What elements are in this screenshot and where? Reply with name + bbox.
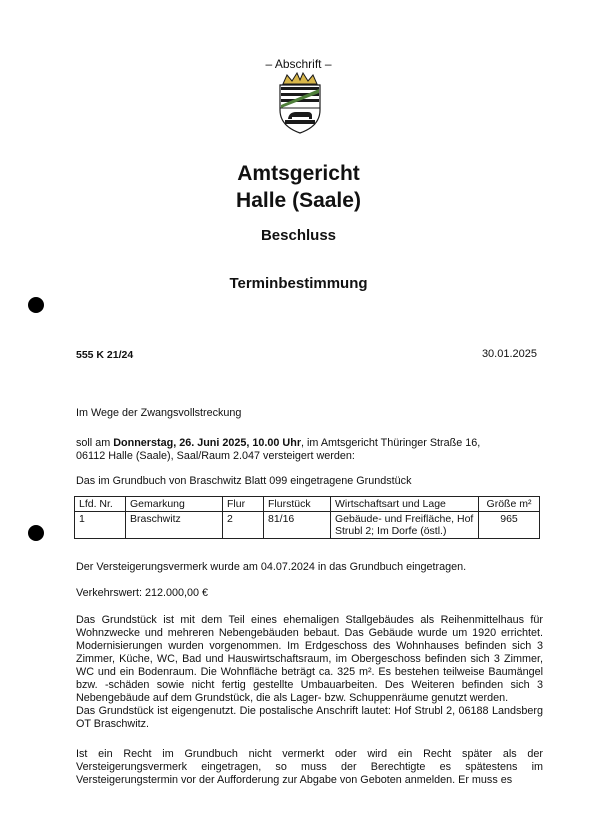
auction-location: , im Amtsgericht Thüringer Straße 16,: [301, 437, 481, 449]
property-description: [76, 614, 543, 731]
column-header: Größe m²: [479, 497, 540, 512]
document-subject: Terminbestimmung: [229, 275, 368, 292]
auction-date-paragraph: [76, 437, 543, 463]
market-value: Verkehrswert: 212.000,00 €: [76, 587, 209, 599]
court-line-2: Halle (Saale): [236, 189, 361, 212]
table-cell: Braschwitz: [126, 512, 223, 539]
table-row: [75, 512, 540, 539]
coat-of-arms-icon: [275, 72, 325, 134]
column-header: Lfd. Nr.: [75, 497, 126, 512]
table-cell: 81/16: [264, 512, 331, 539]
auction-room: 06112 Halle (Saale), Saal/Raum 2.047 versteigert werden:: [76, 450, 355, 462]
property-table: [74, 496, 540, 539]
case-number: 555 K 21/24: [76, 349, 134, 361]
land-register-intro: Das im Grundbuch von Braschwitz Blatt 099 eingetragene Grundstück: [76, 475, 412, 487]
table-cell: 965: [479, 512, 540, 539]
court-name: [0, 160, 597, 214]
column-header: Flurstück: [264, 497, 331, 512]
court-line-1: Amtsgericht: [237, 162, 360, 185]
rights-paragraph: Ist ein Recht im Grundbuch nicht vermerkt oder wird ein Recht später als der Versteigerungsvermerk eingetragen, so muss der Berechtigte es spätestens im Versteigerungstermin vor der Aufforderung zur Abgabe von Geboten anmelden. Er muss es: [76, 748, 543, 786]
document-date: 30.01.2025: [481, 348, 537, 360]
table-cell: 1: [75, 512, 126, 539]
auction-prefix: soll am: [76, 437, 114, 449]
abschrift-label: – Abschrift –: [265, 57, 332, 71]
owner-use-text: Das Grundstück ist eigengenutzt. Die postalische Anschrift lautet: Hof Strubl 2, 06188 Landsberg OT Braschwitz.: [76, 705, 543, 730]
column-header: Gemarkung: [126, 497, 223, 512]
auction-notice-line: Der Versteigerungsvermerk wurde am 04.07.2024 in das Grundbuch eingetragen.: [76, 561, 467, 573]
table-cell: 2: [223, 512, 264, 539]
punch-hole: [28, 525, 44, 541]
auction-date: Donnerstag, 26. Juni 2025, 10.00 Uhr: [113, 437, 302, 449]
table-header-row: [75, 497, 540, 512]
table-cell: Gebäude- und Freifläche, Hof Strubl 2; Im Dorfe (östl.): [331, 512, 479, 539]
column-header: Wirtschaftsart und Lage: [331, 497, 479, 512]
column-header: Flur: [223, 497, 264, 512]
document-type: Beschluss: [260, 227, 337, 244]
enforcement-line: Im Wege der Zwangsvollstreckung: [76, 407, 242, 419]
description-text: Das Grundstück ist mit dem Teil eines ehemaligen Stallgebäudes als Reihenmittelhaus für Wohnzwecke und mehreren Nebengebäuden bebaut. Das Gebäude wurde um 1920 errichtet. Modernisierungen wurden vorgenommen. Im Erdgeschoss des Wohnhauses befinden sich 3 Zimmer, Küche, WC, Bad und Hauswirtschaftsraum, im Obergeschoss befinden sich 3 Zimmer, WC und ein Bodenraum. Die Wohnfläche beträgt ca. 325 m². Es bestehen teilweise Baumängel bzw. -schäden sowie nicht fertig gestellte Umbauarbeiten. Des Weiteren befinden sich 3 Nebengebäude auf dem Grundstück, die als Lager- bzw. Schuppenräume genutzt werden.: [76, 614, 543, 704]
punch-hole: [28, 297, 44, 313]
